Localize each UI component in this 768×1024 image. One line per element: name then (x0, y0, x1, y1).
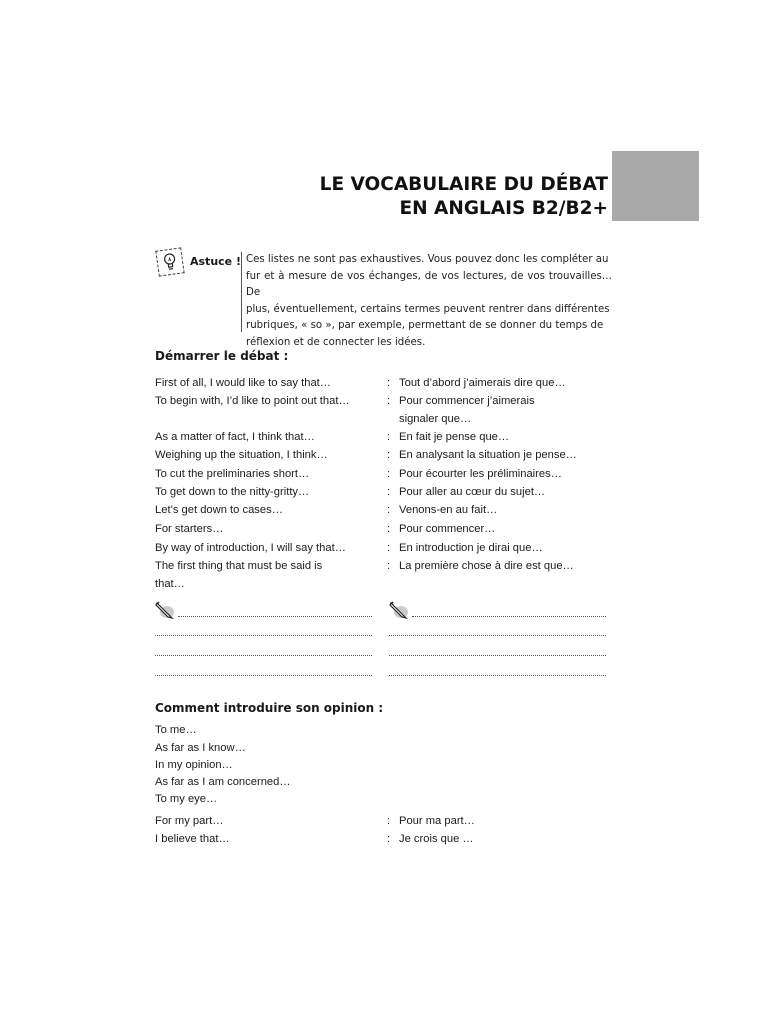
section-title-start-debate: Démarrer le débat : (155, 349, 289, 363)
english-phrase: To cut the preliminaries short… (155, 468, 310, 480)
note-line[interactable] (155, 675, 372, 676)
page-title (320, 173, 608, 221)
french-translation: En analysant la situation je pense… (399, 449, 577, 461)
french-translation: En fait je pense que… (399, 431, 510, 443)
french-translation: Pour commencer… (399, 523, 496, 535)
separator: : (387, 395, 391, 407)
french-translation: En introduction je dirai que… (399, 542, 543, 554)
astuce-line: fur et à mesure de vos échanges, de vos lectures, de vos trouvailles… De (246, 270, 612, 298)
separator: : (387, 468, 391, 480)
note-line[interactable] (155, 655, 372, 656)
note-line[interactable] (412, 616, 606, 617)
french-translation: Je crois que … (399, 833, 474, 845)
english-phrase: By way of introduction, I will say that… (155, 542, 346, 554)
french-translation: Pour aller au cœur du sujet… (399, 486, 546, 498)
separator: : (387, 377, 391, 389)
astuce-line: réflexion et de connecter les idées. (246, 336, 426, 348)
french-translation: Venons-en au fait… (399, 504, 498, 516)
bulb-icon (155, 247, 184, 276)
french-translation: Tout d’abord j’aimerais dire que… (399, 377, 566, 389)
english-phrase: The first thing that must be said is that… (155, 560, 323, 590)
english-phrase: As a matter of fact, I think that… (155, 431, 315, 443)
astuce-label: Astuce ! (190, 255, 241, 268)
note-line[interactable] (389, 655, 606, 656)
english-phrase: To my eye… (155, 793, 218, 805)
note-line[interactable] (178, 616, 372, 617)
astuce-text (246, 252, 612, 351)
note-line[interactable] (155, 635, 372, 636)
separator: : (387, 431, 391, 443)
french-translation: Pour écourter les préliminaires… (399, 468, 562, 480)
separator: : (387, 449, 391, 461)
english-phrase: As far as I am concerned… (155, 776, 291, 788)
french-translation: Pour ma part… (399, 815, 475, 827)
french-translation: Pour commencer j’aimerais signaler que… (399, 395, 535, 425)
separator: : (387, 504, 391, 516)
english-phrase: To begin with, I’d like to point out that… (155, 395, 350, 407)
astuce-line: Ces listes ne sont pas exhaustives. Vous pouvez donc les compléter au (246, 254, 609, 265)
english-phrase: For starters… (155, 523, 224, 535)
english-phrase: First of all, I would like to say that… (155, 377, 331, 389)
astuce-divider (241, 252, 242, 332)
title-line-2: EN ANGLAIS B2/B2+ (399, 198, 608, 219)
english-phrase: For my part… (155, 815, 224, 827)
note-line[interactable] (389, 675, 606, 676)
separator: : (387, 523, 391, 535)
separator: : (387, 815, 391, 827)
separator: : (387, 833, 391, 845)
english-phrase: To get down to the nitty-gritty… (155, 486, 310, 498)
astuce-line: plus, éventuellement, certains termes peuvent rentrer dans différentes (246, 303, 610, 315)
astuce-line: rubriques, « so », par exemple, permettant de se donner du temps de (246, 320, 604, 331)
english-phrase: Let’s get down to cases… (155, 504, 283, 516)
pencil-icon (389, 600, 409, 620)
english-phrase: I believe that… (155, 833, 230, 845)
title-line-1: LE VOCABULAIRE DU DÉBAT (319, 174, 608, 195)
section-title-opinion: Comment introduire son opinion : (155, 701, 384, 715)
separator: : (387, 542, 391, 554)
english-phrase: To me… (155, 724, 197, 736)
english-phrase: As far as I know… (155, 742, 246, 754)
chapter-tab (612, 151, 699, 221)
english-phrase: In my opinion… (155, 759, 233, 771)
pencil-icon (155, 600, 175, 620)
english-phrase: Weighing up the situation, I think… (155, 449, 328, 461)
separator: : (387, 560, 391, 572)
french-translation: La première chose à dire est que… (399, 560, 574, 572)
separator: : (387, 486, 391, 498)
note-line[interactable] (389, 635, 606, 636)
